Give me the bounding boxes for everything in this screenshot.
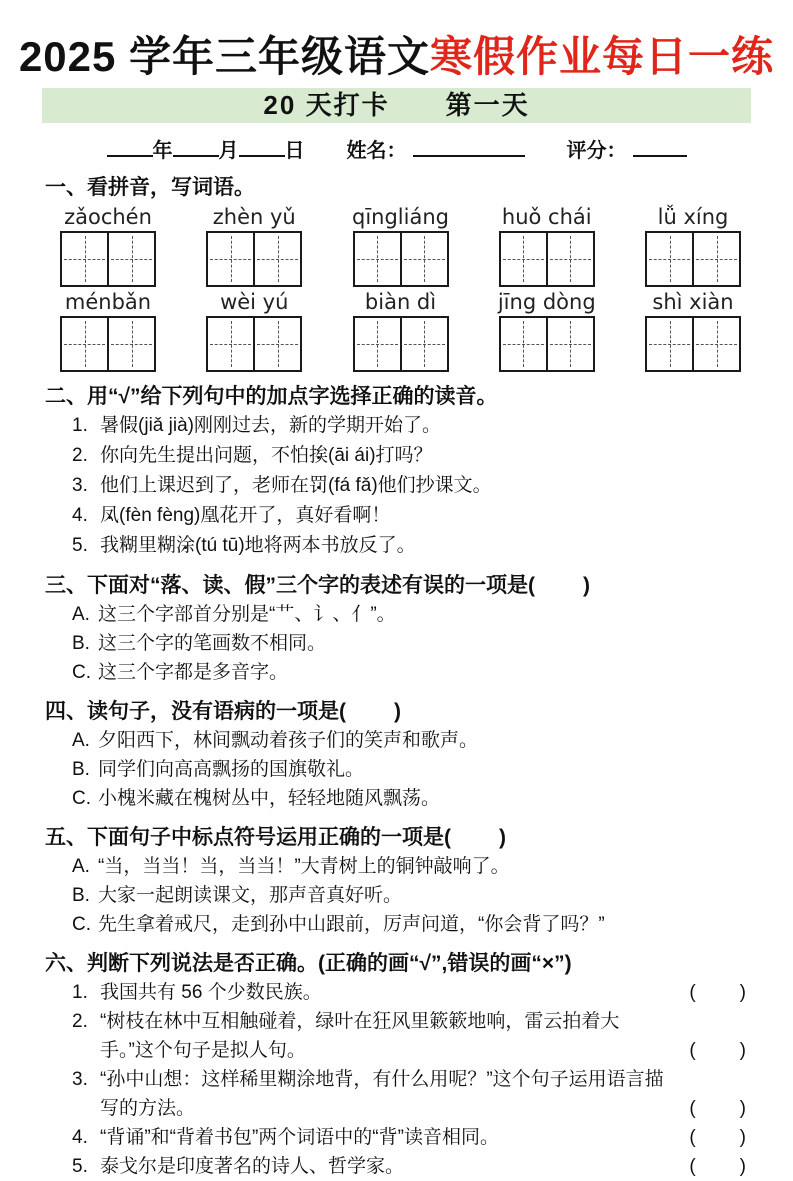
option-text: 这三个字的笔画数不相同。 [98,633,327,655]
day-blank[interactable] [239,136,285,157]
pinyin-label: lǚ xíng [657,205,729,230]
year-label: 年 [152,140,173,163]
pinyin-label: jīng dòng [497,290,596,315]
question-item [72,501,793,531]
writing-cell[interactable] [208,318,253,370]
month-label: 月 [218,140,239,163]
item-number: 2. [72,1011,88,1033]
writing-cell[interactable] [546,318,593,370]
word-group [204,205,304,287]
word-group [204,290,304,372]
writing-cell[interactable] [692,233,739,285]
writing-box [499,231,595,287]
option-text: 这三个字部首分别是“艹、讠、亻”。 [98,604,396,626]
item-text: “孙中山想：这样稀里糊涂地背，有什么用呢？”这个句子运用语言描写的方法。 [100,1069,664,1120]
name-label: 姓名： [346,140,407,163]
option-label: A. [72,730,90,752]
answer-paren[interactable]: ( ) [689,1156,748,1178]
pinyin-label: qīngliáng [352,205,449,230]
option-label: B. [72,759,90,781]
item-number: 1. [72,415,88,437]
item-text: 我国共有 56 个少数民族。 [100,982,322,1004]
writing-box [206,231,302,287]
writing-cell[interactable] [253,233,300,285]
item-text: 泰戈尔是印度著名的诗人、哲学家。 [100,1156,405,1178]
option-text: 同学们向高高飘扬的国旗敬礼。 [98,759,365,781]
writing-cell[interactable] [355,318,400,370]
pinyin-label: huǒ chái [501,205,592,230]
page-title-red: 寒假作业每日一练 [430,33,775,80]
option-item [72,600,793,629]
writing-cell[interactable] [647,233,692,285]
pinyin-label: wèi yú [220,290,289,315]
option-item [72,726,793,755]
writing-cell[interactable] [400,318,447,370]
option-label: C. [72,914,91,936]
answer-paren[interactable]: ( ) [444,826,508,850]
section4-heading: 四、读句子，没有语病的一项是( ) [45,700,403,724]
date-line [0,134,793,163]
day-label: 日 [284,140,305,163]
answer-paren[interactable]: ( ) [689,1040,748,1062]
name-blank[interactable] [413,136,525,157]
question-item [72,531,793,561]
dotted-char: 涂 • [176,535,195,556]
item-number: 2. [72,445,88,467]
item-number: 3. [72,475,88,497]
answer-paren[interactable]: ( ) [528,574,592,598]
option-item [72,881,793,910]
option-item [72,852,793,881]
day-banner [42,88,751,123]
option-text: 夕阳西下，林间飘动着孩子们的笑声和歌声。 [98,730,479,752]
judge-item [72,978,748,1007]
option-label: A. [72,856,90,878]
writing-cell[interactable] [692,318,739,370]
question-item [72,411,793,441]
writing-box [645,316,741,372]
writing-box [499,316,595,372]
writing-box [60,316,156,372]
option-label: A. [72,604,90,626]
worksheet-page [0,33,793,1178]
item-number: 1. [72,982,88,1004]
item-number: 3. [72,1069,88,1091]
section3-heading: 三、下面对“落、读、假”三个字的表述有误的一项是( ) [45,574,592,598]
dotted-char: 假 • [119,415,138,436]
judge-item [72,1152,748,1181]
item-number: 4. [72,1127,88,1149]
answer-paren[interactable]: ( ) [689,1127,748,1149]
section1-heading: 一、看拼音，写词语。 [45,176,255,200]
word-group [351,290,451,372]
option-item [72,658,793,687]
option-label: B. [72,885,90,907]
writing-cell[interactable] [647,318,692,370]
item-text: 凤 •(fèn fèng)凰花开了，真好看啊！ [100,501,390,531]
item-text: “背诵”和“背着书包”两个词语中的“背”读音相同。 [100,1127,499,1149]
day-banner-label: 20 天打卡 第一天 [263,90,530,121]
answer-paren[interactable]: ( ) [339,700,403,724]
dotted-char: 罚 • [309,475,328,496]
word-group [58,290,158,372]
writing-cell[interactable] [501,318,546,370]
page-title [0,34,793,80]
option-text: 大家一起朗读课文，那声音真好听。 [98,885,403,907]
option-item [72,629,793,658]
writing-cell[interactable] [501,233,546,285]
option-label: B. [72,633,90,655]
word-group [58,205,158,287]
pinyin-label: zǎochén [64,205,152,230]
option-label: C. [72,788,91,810]
writing-cell[interactable] [62,318,107,370]
option-text: 这三个字都是多音字。 [98,662,289,684]
writing-box [353,316,449,372]
item-text: 他们上课迟到了，老师在罚 •(fá fǎ)他们抄课文。 [100,471,492,501]
writing-box [645,231,741,287]
section2-heading: 二、用“√”给下列句中的加点字选择正确的读音。 [45,385,498,409]
option-label: C. [72,662,91,684]
option-item [72,755,793,784]
word-group [643,290,743,372]
question-item [72,441,793,471]
month-blank[interactable] [173,136,219,157]
item-number: 5. [72,535,88,557]
item-text: 暑假 •(jiǎ jià)刚刚过去，新的学期开始了。 [100,411,441,441]
item-text: “树枝在林中互相触碰着，绿叶在狂风里簌簌地响，雷云拍着大手。”这个句子是拟人句。 [100,1011,620,1062]
option-text: 小槐米藏在槐树丛中，轻轻地随风飘荡。 [98,788,441,810]
page-title-black: 2025 学年三年级语文 [18,33,431,80]
dotted-char: 挨 • [309,445,328,466]
pinyin-label: ménbǎn [64,290,152,315]
section6-heading: 六、判断下列说法是否正确。(正确的画“√”,错误的画“×”) [45,952,572,976]
writing-cell[interactable] [62,233,107,285]
question-item [72,471,793,501]
item-text: 我糊里糊涂 •(tú tū)地将两本书放反了。 [100,531,416,561]
pinyin-label: biàn dì [364,290,437,315]
writing-cell[interactable] [400,233,447,285]
pinyin-label: shì xiàn [652,290,734,315]
score-blank[interactable] [633,136,687,157]
writing-cell[interactable] [208,233,253,285]
writing-box [60,231,156,287]
pinyin-row-1 [0,202,793,287]
word-group [643,205,743,287]
judge-item [72,1065,748,1123]
pinyin-row-2 [0,287,793,372]
option-item [72,784,793,813]
judge-item [72,1123,748,1152]
writing-cell[interactable] [546,233,593,285]
option-item [72,910,793,939]
writing-box [353,231,449,287]
writing-cell[interactable] [107,318,154,370]
pinyin-label: zhèn yǔ [212,205,296,230]
score-label: 评分： [566,140,627,163]
word-group [497,290,597,372]
item-number: 4. [72,505,88,527]
writing-cell[interactable] [253,318,300,370]
word-group [351,205,451,287]
answer-paren[interactable]: ( ) [689,1098,748,1120]
word-group [497,205,597,287]
item-number: 5. [72,1156,88,1178]
judge-item [72,1007,748,1065]
year-blank[interactable] [107,136,153,157]
answer-paren[interactable]: ( ) [689,982,748,1004]
writing-box [206,316,302,372]
item-text: 你向先生提出问题，不怕挨 •(āi ái)打吗？ [100,441,433,471]
writing-cell[interactable] [355,233,400,285]
section5-heading: 五、下面句子中标点符号运用正确的一项是( ) [45,826,508,850]
option-text: 先生拿着戒尺，走到孙中山跟前，厉声问道，“你会背了吗？” [98,914,605,936]
option-text: “当，当当！当，当当！”大青树上的铜钟敲响了。 [98,856,510,878]
dotted-char: 凤 • [100,505,119,526]
writing-cell[interactable] [107,233,154,285]
